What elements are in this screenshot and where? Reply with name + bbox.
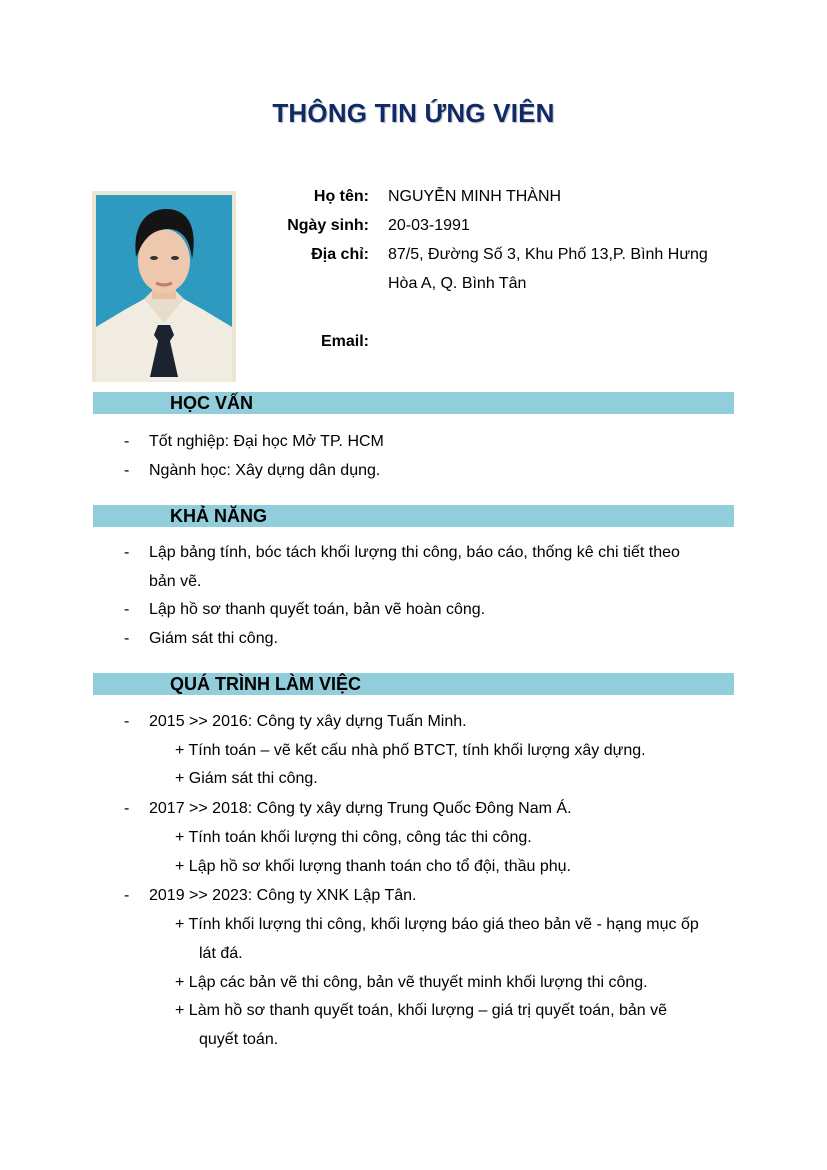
skill-item-continued: bản vẽ. [149, 573, 202, 590]
job-title: 2015 >> 2016: Công ty xây dựng Tuấn Minh. [149, 713, 467, 730]
job-task: + Giám sát thi công. [175, 770, 318, 787]
skill-item: Giám sát thi công. [149, 630, 278, 647]
dob-label: Ngày sinh: [287, 217, 369, 234]
job-task: + Tính toán – vẽ kết cấu nhà phố BTCT, tính khối lượng xây dựng. [175, 742, 646, 759]
education-heading: HỌC VẤN [170, 393, 254, 413]
job-task: + Tính khối lượng thi công, khối lượng báo giá theo bản vẽ - hạng mục ốp [175, 916, 699, 933]
bullet-dash: - [124, 800, 130, 817]
bullet-dash: - [124, 544, 130, 561]
address-value: 87/5, Đường Số 3, Khu Phố 13,P. Bình Hưng [388, 246, 708, 263]
job-task: + Lập hồ sơ khối lượng thanh toán cho tổ đội, thầu phụ. [175, 858, 571, 875]
job-task-continued: lát đá. [199, 945, 243, 962]
job-title: 2019 >> 2023: Công ty XNK Lập Tân. [149, 887, 417, 904]
job-task: + Lập các bản vẽ thi công, bản vẽ thuyết minh khối lượng thi công. [175, 974, 648, 991]
experience-heading: QUÁ TRÌNH LÀM VIỆC [170, 674, 361, 694]
section-header-experience [93, 673, 734, 695]
job-task-continued: quyết toán. [199, 1031, 279, 1048]
job-task: + Tính toán khối lượng thi công, công tác thi công. [175, 829, 532, 846]
education-item: Tốt nghiệp: Đại học Mở TP. HCM [149, 433, 384, 450]
skills-heading: KHẢ NĂNG [170, 506, 267, 526]
job-task: + Làm hồ sơ thanh quyết toán, khối lượng – giá trị quyết toán, bản vẽ [175, 1002, 668, 1019]
name-label: Họ tên: [313, 188, 369, 205]
address-label: Địa chỉ: [311, 246, 369, 263]
bullet-dash: - [124, 713, 130, 730]
skill-item: Lập bảng tính, bóc tách khối lượng thi công, báo cáo, thống kê chi tiết theo [149, 544, 680, 561]
section-header-skills [93, 505, 734, 527]
job-title: 2017 >> 2018: Công ty xây dựng Trung Quốc Đông Nam Á. [149, 800, 572, 817]
bullet-dash: - [124, 630, 130, 647]
bullet-dash: - [124, 433, 130, 450]
skill-item: Lập hồ sơ thanh quyết toán, bản vẽ hoàn công. [149, 601, 486, 618]
section-header-education [93, 392, 734, 414]
bullet-dash: - [124, 462, 130, 479]
education-item: Ngành học: Xây dựng dân dụng. [149, 462, 381, 479]
bullet-dash: - [124, 601, 130, 618]
page-title: THÔNG TIN ỨNG VIÊN [272, 98, 555, 128]
dob-value: 20-03-1991 [388, 217, 470, 234]
bullet-dash: - [124, 887, 130, 904]
email-label: Email: [320, 333, 369, 350]
name-value: NGUYỄN MINH THÀNH [388, 188, 562, 205]
address-value-continued: Hòa A, Q. Bình Tân [388, 275, 527, 292]
